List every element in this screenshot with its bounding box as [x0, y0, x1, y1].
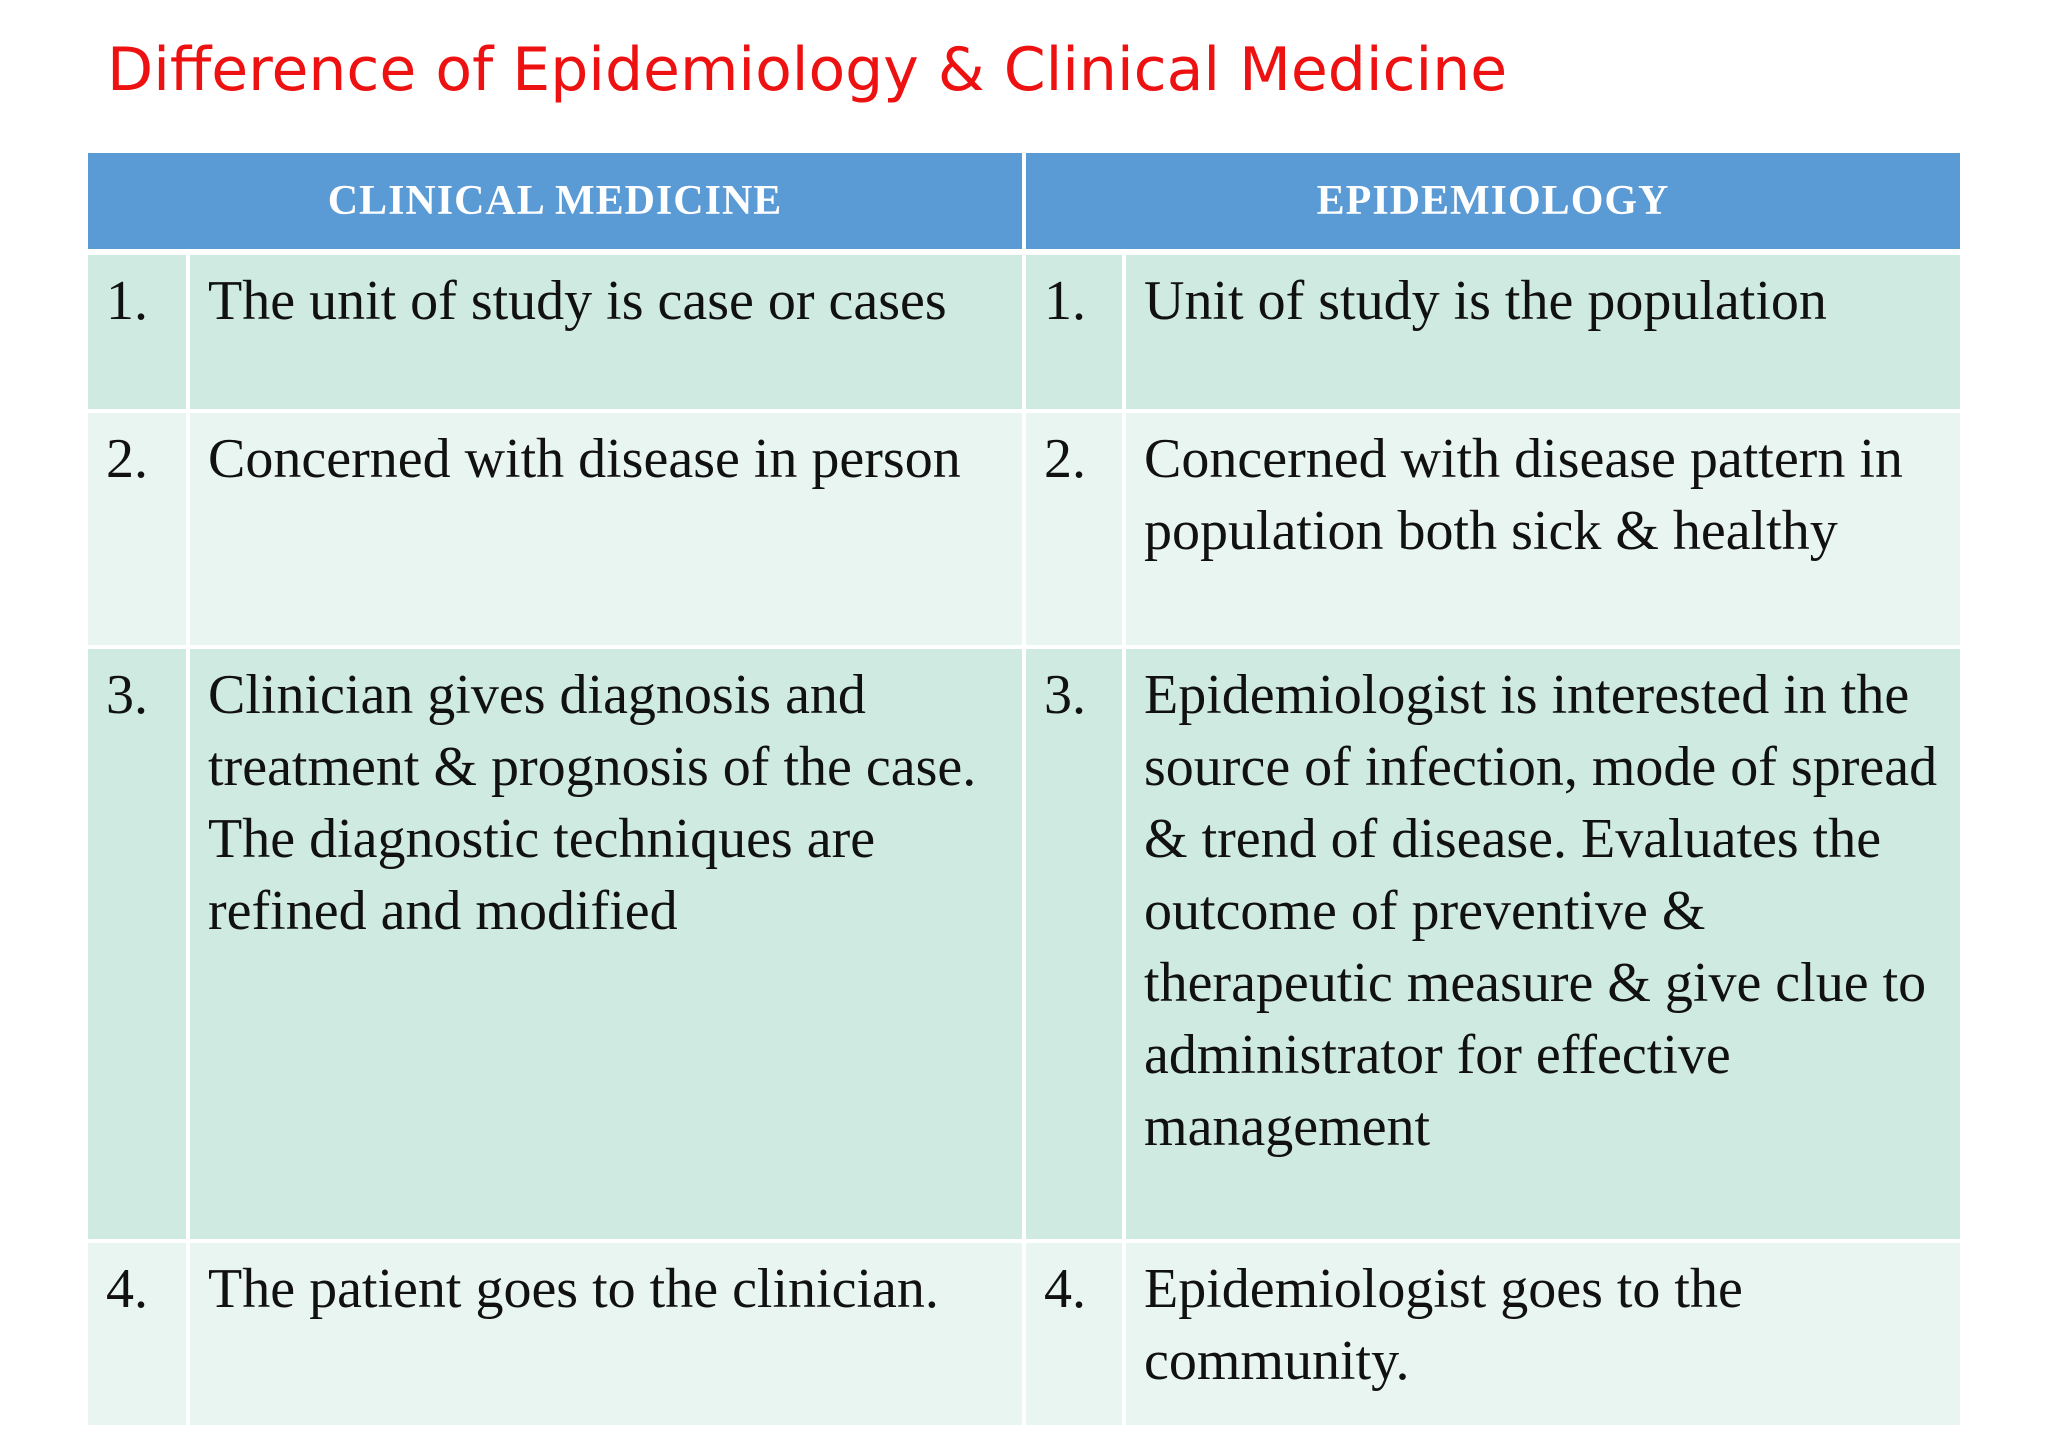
epidemiology-item-text: Concerned with disease pattern in population both sick & healthy: [1124, 411, 1960, 647]
clinical-item-number: 3.: [88, 647, 188, 1241]
clinical-item-number: 1.: [88, 252, 188, 411]
epidemiology-item-number: 3.: [1024, 647, 1124, 1241]
table-row: [88, 411, 1960, 647]
table-row: [88, 1241, 1960, 1427]
epidemiology-item-number: 4.: [1024, 1241, 1124, 1427]
clinical-item-text: Clinician gives diagnosis and treatment & prognosis of the case. The diagnostic techniques are refined and modified: [188, 647, 1024, 1241]
epidemiology-item-text: Epidemiologist is interested in the source of infection, mode of spread & trend of disease. Evaluates the outcome of preventive & therapeutic measure & give clue to administrator for effective management: [1124, 647, 1960, 1241]
epidemiology-item-text: Unit of study is the population: [1124, 252, 1960, 411]
header-clinical-medicine: CLINICAL MEDICINE: [88, 153, 1024, 252]
slide-title: Difference of Epidemiology & Clinical Medicine: [107, 35, 1508, 105]
table-row: [88, 252, 1960, 411]
clinical-item-text: Concerned with disease in person: [188, 411, 1024, 647]
header-epidemiology: EPIDEMIOLOGY: [1024, 153, 1960, 252]
table-header-row: [88, 153, 1960, 252]
epidemiology-item-number: 1.: [1024, 252, 1124, 411]
epidemiology-item-text: Epidemiologist goes to the community.: [1124, 1241, 1960, 1427]
comparison-table-container: [88, 153, 1960, 1429]
comparison-table: [88, 153, 1960, 1429]
clinical-item-number: 4.: [88, 1241, 188, 1427]
clinical-item-text: The unit of study is case or cases: [188, 252, 1024, 411]
clinical-item-text: The patient goes to the clinician.: [188, 1241, 1024, 1427]
clinical-item-number: 2.: [88, 411, 188, 647]
epidemiology-item-number: 2.: [1024, 411, 1124, 647]
table-row: [88, 647, 1960, 1241]
